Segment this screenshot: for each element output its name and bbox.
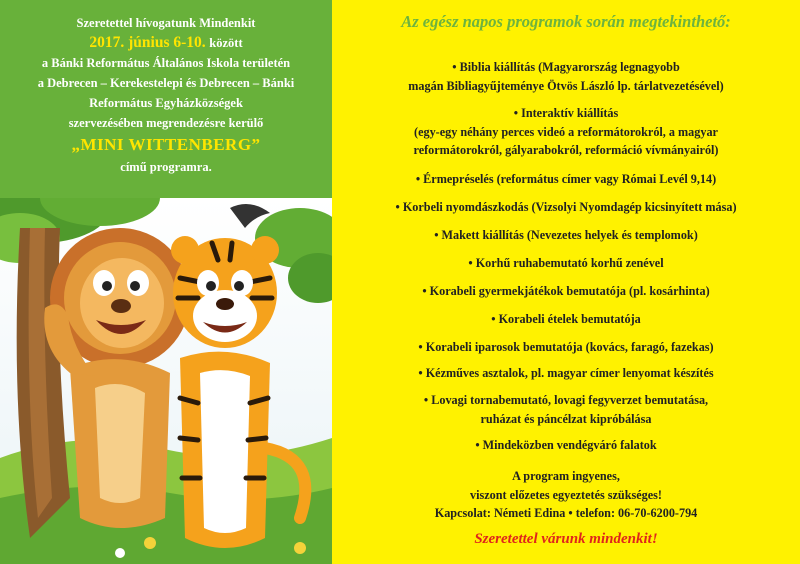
cartoon-scene (0, 198, 332, 564)
program-text: Makett kiállítás (Nevezetes helyek és templomok) (441, 228, 698, 242)
agreement-notice: viszont előzetes egyeztetés szükséges! (470, 488, 662, 502)
program-text: magán Bibliagyűjteménye Ötvös László lp. tárlatvezetésével) (408, 78, 724, 93)
program-item (332, 58, 800, 95)
program-item (332, 310, 800, 329)
bullet: • (513, 106, 519, 120)
program-item (332, 254, 800, 273)
program-text: Érmepréselés (református címer vagy Római Levél 9,14) (423, 172, 717, 186)
program-text: Mindeközben vendégváró falatok (482, 438, 657, 452)
program-item (332, 282, 800, 301)
bullet: • (418, 366, 423, 380)
program-item (332, 391, 800, 428)
program-text: (egy-egy néhány perces videó a reformátorokról, a magyar (414, 124, 718, 139)
program-text: Korabeli ételek bemutatója (498, 312, 641, 326)
program-text: Biblia kiállítás (Magyarország legnagyobb (459, 60, 680, 74)
invitation-line-4: a Debrecen – Kerekestelepi és Debrecen – Bánki (37, 76, 295, 90)
invitation-line-3: a Bánki Református Általános Iskola területén (41, 56, 291, 70)
event-date: 2017. június 6-10. (89, 34, 206, 51)
invitation-date-line (0, 33, 332, 53)
program-text: Korbeli nyomdászkodás (Vizsolyi Nyomdagép kicsinyített mása) (402, 200, 737, 214)
program-item (332, 364, 800, 383)
program-item (332, 104, 800, 160)
bullet: • (418, 340, 423, 354)
closing-greeting: Szeretettel várunk mindenkit! (474, 531, 658, 547)
program-text: reformátorokról, gályarabokról, reformáció vívmányairól) (413, 143, 719, 157)
program-text: Lovagi tornabemutató, lovagi fegyverzet bemutatása, (431, 393, 709, 407)
invitation-line-8: című programra. (120, 160, 212, 174)
bullet: • (415, 172, 421, 186)
program-item (332, 198, 800, 217)
free-notice: A program ingyenes, (512, 469, 620, 483)
program-text: ruházat és páncélzat kipróbálása (480, 411, 652, 426)
programs-heading: Az egész napos programok során megtekinthető: (401, 12, 731, 31)
invitation-line-6: szervezésében megrendezésre kerülő (68, 116, 264, 130)
invitation-line-1: Szeretettel hívogatunk Mindenkit (76, 16, 256, 30)
program-text: Korabeli gyermekjátékok bemutatója (pl. kosárhinta) (429, 284, 710, 298)
bullet: • (491, 312, 496, 326)
bullet: • (475, 438, 480, 452)
left-column (0, 0, 332, 564)
program-item (332, 170, 800, 189)
bullet: • (422, 284, 427, 298)
bullet: • (423, 393, 429, 407)
invitation-block (0, 0, 332, 198)
bullet: • (395, 200, 400, 214)
program-text: Korhű ruhabemutató korhű zenével (475, 256, 664, 270)
lion-tiger-illustration (0, 198, 332, 564)
event-title: „MINI WITTENBERG” (71, 135, 261, 154)
bullet: • (452, 60, 457, 74)
right-column (332, 0, 800, 564)
program-text: Korabeli iparosok bemutatója (kovács, faragó, fazekas) (425, 340, 714, 354)
program-text: Kézműves asztalok, pl. magyar címer lenyomat készítés (425, 366, 714, 380)
bullet: • (468, 256, 473, 270)
invitation-line-5: Református Egyházközségek (89, 96, 243, 110)
program-text: Interaktív kiállítás (521, 106, 619, 120)
program-item (332, 436, 800, 455)
contact-info: Kapcsolat: Németi Edina • telefon: 06-70-6200-794 (434, 506, 698, 520)
bullet: • (434, 228, 439, 242)
program-item (332, 338, 800, 357)
between-word: között (209, 36, 243, 50)
program-item (332, 226, 800, 245)
